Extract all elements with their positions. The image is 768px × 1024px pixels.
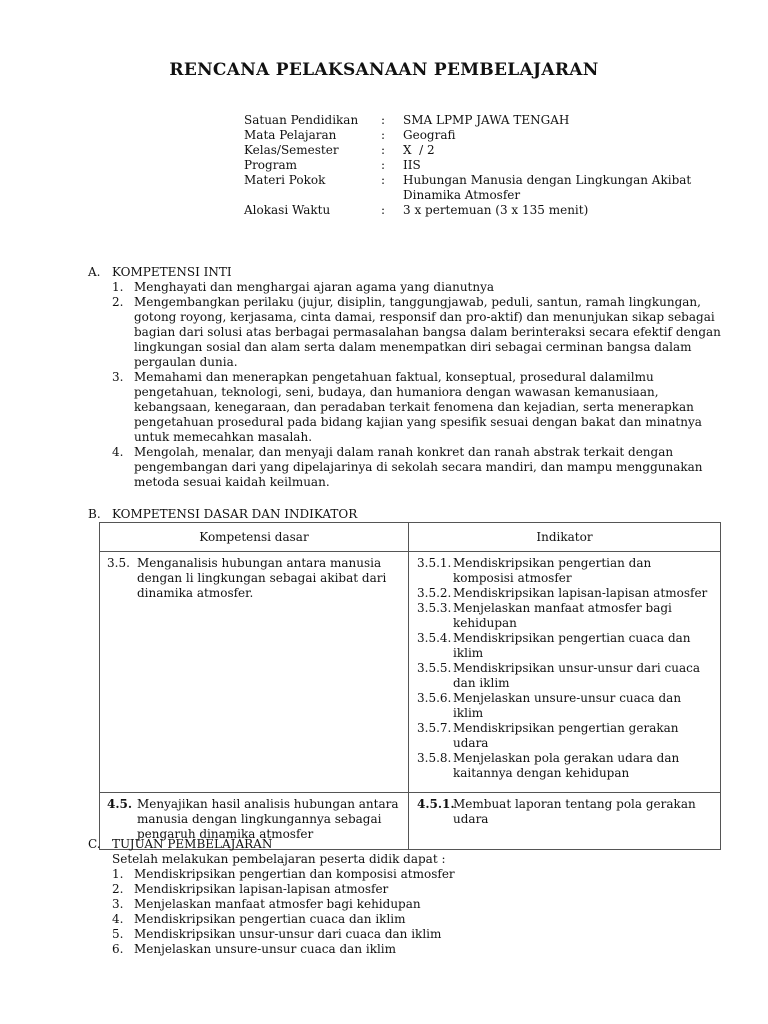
list-item <box>88 912 724 927</box>
indicator-code: 3.5.6. <box>417 691 452 705</box>
item-text: Mengolah, menalar, dan menyaji dalam ranah konkret dan ranah abstrak terkait dengan pengembangan dari yang dipelajarinya di sekolah secara mandiri, dan mampu menggunakan metoda sesuai kaidah keilmuan. <box>134 445 703 489</box>
indicator-text: Mendiskripsikan unsur-unsur dari cuaca dan iklim <box>453 661 701 690</box>
section-title: KOMPETENSI INTI <box>112 265 232 279</box>
indicator-code: 3.5.7. <box>417 721 452 735</box>
indicator-text: Mendiskripsikan pengertian dan komposisi atmosfer <box>453 556 652 585</box>
identity-row <box>244 128 704 143</box>
indicator-text: Mendiskripsikan lapisan-lapisan atmosfer <box>453 586 708 600</box>
indicator-code: 3.5.1. <box>417 556 452 570</box>
item-number: 4. <box>112 445 124 459</box>
table-row <box>100 552 721 793</box>
item-number: 1. <box>112 280 124 294</box>
identity-colon: : <box>381 158 386 172</box>
indicator-code: 3.5.5. <box>417 661 452 675</box>
section-kompetensi-dasar <box>88 507 724 522</box>
identity-label: Alokasi Waktu <box>244 203 331 217</box>
section-letter: A. <box>88 265 101 279</box>
identity-colon: : <box>381 173 386 187</box>
indicator-text: Membuat laporan tentang pola gerakan udara <box>453 797 696 826</box>
section-heading <box>88 837 724 852</box>
column-header-indicator: Indikator <box>409 523 721 552</box>
identity-colon: : <box>381 203 386 217</box>
list-item <box>88 927 724 942</box>
item-text: Mendiskripsikan pengertian dan komposisi atmosfer <box>134 867 455 881</box>
indicator-code: 3.5.3. <box>417 601 452 615</box>
indicator-text: Menjelaskan manfaat atmosfer bagi kehidupan <box>453 601 672 630</box>
identity-label: Materi Pokok <box>244 173 326 187</box>
section-intro: Setelah melakukan pembelajaran peserta didik dapat : <box>112 852 446 866</box>
item-number: 6. <box>112 942 124 956</box>
indicator-text: Menjelaskan unsure-unsur cuaca dan iklim <box>453 691 682 720</box>
identity-value: SMA LPMP JAWA TENGAH <box>403 113 570 127</box>
document-title: RENCANA PELAKSANAAN PEMBELAJARAN <box>169 60 599 80</box>
section-title: KOMPETENSI DASAR DAN INDIKATOR <box>112 507 358 521</box>
identity-label: Satuan Pendidikan <box>244 113 359 127</box>
item-number: 3. <box>112 897 124 911</box>
indicator-text: Mendiskripsikan pengertian cuaca dan iklim <box>453 631 691 660</box>
item-text: Mendiskripsikan lapisan-lapisan atmosfer <box>134 882 389 896</box>
identity-row <box>244 158 704 173</box>
list-item <box>88 897 724 912</box>
identity-label: Program <box>244 158 297 172</box>
item-text: Mengembangkan perilaku (jujur, disiplin, tanggungjawab, peduli, santun, ramah lingkungan, gotong royong, kerjasama, cinta damai, responsif dan pro-aktif) dan menunjukan sikap sebagai bagian dari solusi atas berbagai permasalahan bangsa dalam berinteraksi secara efektif dengan lingkungan sosial dan alam serta dalam menempatkan diri sebagai cerminan bangsa dalam pergaulan dunia. <box>134 295 721 369</box>
item-number: 2. <box>112 882 124 896</box>
item-text: Menjelaskan manfaat atmosfer bagi kehidupan <box>134 897 421 911</box>
kd-code: 3.5. <box>107 556 130 570</box>
section-title: TUJUAN PEMBELAJARAN <box>112 837 273 851</box>
identity-row <box>244 113 704 128</box>
kd-text: Menyajikan hasil analisis hubungan antara manusia dengan lingkungannya sebagai pengaruh dinamika atmosfer <box>137 797 399 841</box>
item-number: 5. <box>112 927 124 941</box>
indicator-item <box>417 691 714 721</box>
identity-colon: : <box>381 128 386 142</box>
indicator-item <box>417 751 714 781</box>
list-item <box>88 942 724 957</box>
indicator-item <box>417 797 714 827</box>
indicator-item <box>417 586 714 601</box>
identity-value: X / 2 <box>403 143 435 157</box>
list-item <box>88 882 724 897</box>
kd-item <box>107 556 402 601</box>
section-kompetensi-inti <box>88 265 724 490</box>
indicator-cell <box>409 552 721 793</box>
section-letter: C. <box>88 837 101 851</box>
kd-item <box>107 797 402 842</box>
indicator-code: 3.5.4. <box>417 631 452 645</box>
identity-label: Mata Pelajaran <box>244 128 337 142</box>
list-item <box>88 280 724 295</box>
identity-colon: : <box>381 143 386 157</box>
section-heading <box>88 507 724 522</box>
identity-value: 3 x pertemuan (3 x 135 menit) <box>403 203 589 217</box>
tujuan-list <box>88 867 724 957</box>
kd-cell <box>100 552 409 793</box>
identity-row <box>244 203 704 218</box>
item-number: 4. <box>112 912 124 926</box>
identity-value: Geografi <box>403 128 456 142</box>
indicator-item <box>417 556 714 586</box>
list-item <box>88 295 724 370</box>
identity-colon: : <box>381 113 386 127</box>
indicator-text: Mendiskripsikan pengertian gerakan udara <box>453 721 679 750</box>
indicator-item <box>417 721 714 751</box>
kd-indicator-table <box>99 522 721 850</box>
list-item <box>88 445 724 490</box>
kd-code: 4.5. <box>107 797 133 811</box>
item-text: Mendiskripsikan unsur-unsur dari cuaca dan iklim <box>134 927 442 941</box>
ki-list <box>88 280 724 490</box>
section-heading <box>88 265 724 280</box>
kd-text: Menganalisis hubungan antara manusia dengan li lingkungan sebagai akibat dari dinamika atmosfer. <box>137 556 387 600</box>
table-header-row <box>100 523 721 552</box>
indicator-code: 3.5.8. <box>417 751 452 765</box>
indicator-item <box>417 601 714 631</box>
identity-value: Hubungan Manusia dengan Lingkungan Akibat Dinamika Atmosfer <box>403 173 692 202</box>
indicator-item <box>417 631 714 661</box>
item-text: Menjelaskan unsure-unsur cuaca dan iklim <box>134 942 397 956</box>
list-item <box>88 867 724 882</box>
identity-row <box>244 173 704 203</box>
indicator-code: 4.5.1. <box>417 797 455 811</box>
item-text: Mendiskripsikan pengertian cuaca dan iklim <box>134 912 406 926</box>
indicator-text: Menjelaskan pola gerakan udara dan kaitannya dengan kehidupan <box>453 751 680 780</box>
identity-block <box>244 113 704 218</box>
identity-value: IIS <box>403 158 421 172</box>
indicator-code: 3.5.2. <box>417 586 452 600</box>
section-letter: B. <box>88 507 101 521</box>
column-header-kd: Kompetensi dasar <box>100 523 409 552</box>
indicator-item <box>417 661 714 691</box>
item-text: Memahami dan menerapkan pengetahuan faktual, konseptual, prosedural dalamilmu pengetahuan, teknologi, seni, budaya, dan humaniora dengan wawasan kemanusiaan, kebangsaan, kenegaraan, dan peradaban terkait fenomena dan kejadian, serta menerapkan pengetahuan prosedural pada bidang kajian yang spesifik sesuai dengan bakat dan minatnya untuk memecahkan masalah. <box>134 370 702 444</box>
item-number: 2. <box>112 295 124 309</box>
identity-label: Kelas/Semester <box>244 143 339 157</box>
item-number: 3. <box>112 370 124 384</box>
identity-row <box>244 143 704 158</box>
section-tujuan-pembelajaran <box>88 837 724 957</box>
item-number: 1. <box>112 867 124 881</box>
item-text: Menghayati dan menghargai ajaran agama yang dianutnya <box>134 280 495 294</box>
list-item <box>88 370 724 445</box>
